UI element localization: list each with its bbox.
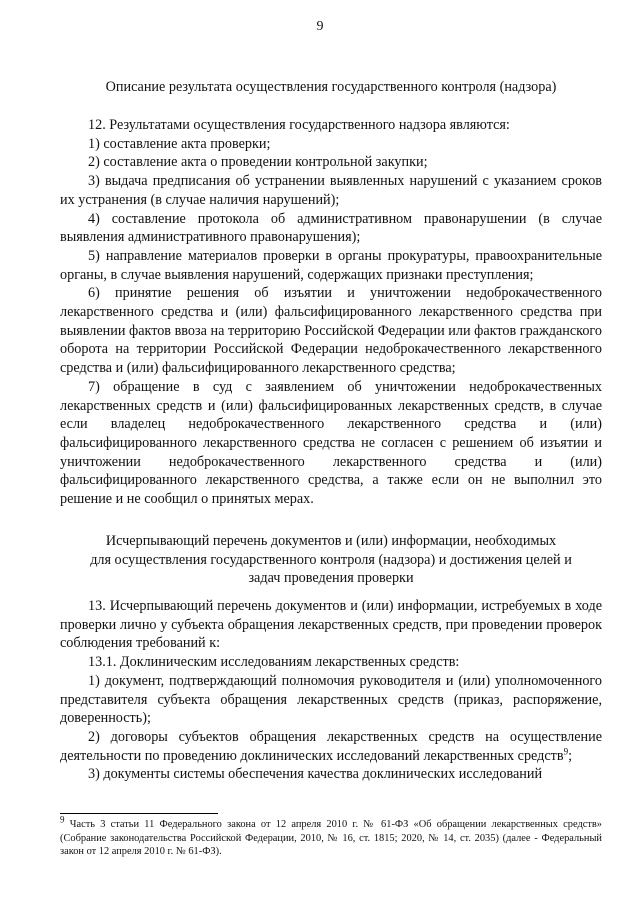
page-number: 9 (316, 19, 324, 34)
list-item: 5) направление материалов проверки в органы прокуратуры, правоохранительные органы, в случае выявления нарушений, содержащих признаки преступления; (60, 247, 602, 283)
section-result-body (60, 116, 602, 509)
list-item: 3) документы системы обеспечения качества доклинических исследований (88, 766, 543, 783)
heading-line: для осуществления государственного контроля (надзора) и достижения целей и (90, 551, 572, 568)
list-item-end: ; (568, 747, 573, 764)
list-item: 4) составление протокола об административном правонарушении (в случае выявления административного правонарушения); (60, 210, 602, 246)
heading-line: Исчерпывающий перечень документов и (или) информации, необходимых (105, 533, 557, 549)
footnote-text: Часть 3 статьи 11 Федерального закона от 12 апреля 2010 г. № 61-ФЗ «Об обращении лекарственных средств» (Собрание законодательства Российской Федерации, 2010, № 16, ст. 1815; 2020, № 14, ст. 2035) (далее - Федеральный закон от 12 апреля 2010 г. № 61-ФЗ). (60, 819, 602, 858)
footnote-marker: 9 (60, 814, 65, 825)
paragraph: 13. Исчерпывающий перечень документов и (или) информации, истребуемых в ходе проверки лично у субъекта обращения лекарственных средств, при проведении проверок соблюдения требований к: (60, 598, 602, 652)
list-item: 2) составление акта о проведении контрольной закупки; (88, 154, 428, 171)
section-heading-documents (60, 532, 602, 588)
list-item: 1) документ, подтверждающий полномочия руководителя и (или) уполномоченного представителя субъекта обращения лекарственных средств (приказ, распоряжение, доверенность); (60, 672, 602, 727)
list-item: 1) составление акта проверки; (88, 135, 271, 152)
footnote-divider (60, 813, 218, 814)
section-documents-body (60, 597, 602, 784)
footnote-ref: 9 (563, 745, 569, 756)
paragraph: 12. Результатами осуществления государственного надзора являются: (88, 117, 510, 133)
paragraph: 13.1. Доклиническим исследованиям лекарственных средств: (88, 654, 460, 671)
section-heading-result: Описание результата осуществления государственного контроля (надзора) (105, 79, 557, 95)
footnote (60, 814, 602, 859)
list-item: 3) выдача предписания об устранении выявленных нарушений с указанием сроков их устранения (в случае наличия нарушений); (60, 173, 602, 208)
list-item: 7) обращение в суд с заявлением об уничтожении недоброкачественных лекарственных средств и (или) фальсифицированных лекарственных средств, в случае если владелец недоброкачественного лекарственного средства и (или) фальсифицированного лекарственного средства не согласен с решением об изъятии и уничтожении недоброкачественного лекарственного средства и (или) фальсифицированного лекарственного средства, а также если он не выполнил это решение и не сообщил о принятых мерах. (60, 378, 602, 508)
list-item-text: 2) договоры субъектов обращения лекарственных средств на осуществление деятельности по проведению доклинических исследований лекарственных средств (60, 728, 602, 764)
list-item (60, 728, 602, 765)
heading-line: задач проведения проверки (248, 570, 414, 587)
list-item: 6) принятие решения об изъятии и уничтожении недоброкачественного лекарственного средства и (или) фальсифицированного лекарственного средства при выявлении фактов ввоза на территорию Российской Федерации или фактов гражданского оборота на территории Российской Федерации недоброкачественного лекарственного средства и (или) фальсифицированного лекарственного средства; (60, 285, 602, 377)
